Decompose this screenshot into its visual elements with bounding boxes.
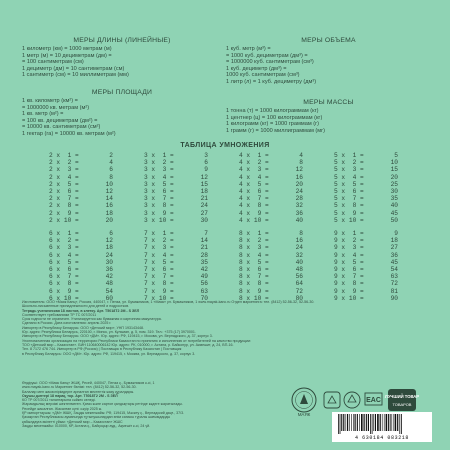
multiplication-row: 4 x 9 = 36 [239, 209, 303, 217]
multiplication-row: 4 x 10 = 40 [239, 216, 303, 224]
measure-line: 1 кв. километр (км²) = [22, 98, 78, 104]
multiplication-row: 3 x 1 = 3 [144, 152, 208, 160]
barcode-bar [370, 414, 371, 434]
multiplication-row: 5 x 10 = 50 [334, 216, 398, 224]
multiplication-row: 5 x 9 = 45 [334, 209, 398, 217]
measure-line: 1 килограмм (кг) = 1000 граммам (г) [226, 121, 319, 128]
multiplication-row: 7 x 6 = 42 [144, 266, 208, 274]
multiplication-column-7 [144, 230, 216, 302]
barcode-bar [399, 414, 400, 434]
manufacturer-info-ru [22, 300, 428, 356]
multiplication-row: 5 x 6 = 30 [334, 188, 398, 196]
multiplication-row: 6 x 7 = 42 [49, 273, 113, 281]
multiplication-row: 5 x 8 = 40 [334, 202, 398, 210]
multiplication-row: 2 x 1 = 2 [49, 152, 113, 160]
multiplication-row: 6 x 9 = 54 [49, 287, 113, 295]
multiplication-row: 6 x 10 = 60 [49, 294, 113, 302]
multiplication-row: 4 x 5 = 20 [239, 180, 303, 188]
barcode-bar [401, 414, 402, 434]
multiplication-row: 8 x 1 = 8 [239, 230, 303, 238]
barcode-bar [349, 414, 350, 431]
multiplication-row: 9 x 5 = 45 [334, 258, 398, 266]
multiplication-column-8 [239, 230, 311, 302]
recycle-icon [344, 392, 360, 408]
multiplication-row: 5 x 4 = 20 [334, 173, 398, 181]
multiplication-row: 6 x 6 = 36 [49, 266, 113, 274]
measure-line: 1 куб. метр (м³) = [226, 46, 271, 52]
multiplication-row: 5 x 1 = 5 [334, 152, 398, 160]
measure-line: = 10000 кв. сантиметрам (см²) [22, 124, 101, 131]
barcode-bar [377, 414, 379, 431]
barcode-bar [375, 414, 376, 431]
multiplication-row: 5 x 2 = 10 [334, 159, 398, 167]
fine-print-line: Юр. адрес: Республика Беларусь, 220100, г. Минск, ул. Кульман, д. 5, пом. 319. Тел.: +375 (17) 3970001. [22, 330, 196, 335]
barcode-bar [395, 414, 397, 431]
multiplication-row: 2 x 6 = 12 [49, 188, 113, 196]
multiplication-row: 5 x 3 = 15 [334, 166, 398, 174]
multiplication-row: 2 x 10 = 20 [49, 216, 113, 224]
fine-print-line: Срок годности не ограничен. Утилизируется как бумажная и картонная макулатура. [22, 317, 162, 322]
volume-measures-section [226, 37, 431, 86]
barcode-bar [382, 414, 383, 431]
barcode-bar [384, 414, 385, 431]
volume-measures-lines [226, 46, 431, 86]
barcode-bar [373, 414, 374, 431]
multiplication-row: 2 x 9 = 18 [49, 209, 113, 217]
barcode-bar [353, 414, 354, 431]
fine-print-line: Балалар мен жасөспірімдерге арналған мектептік жазу құралдары. [22, 389, 135, 394]
fine-print-line: Қазақстан Республикасы аумағында тұтынушылардан өнім сапасы туралы шағымдарды [22, 415, 171, 420]
multiplication-row: 4 x 7 = 28 [239, 195, 303, 203]
multiplication-row: 8 x 3 = 24 [239, 244, 303, 252]
measure-line: 1 дециметр (дм) = 10 сантиметрам (см) [22, 65, 125, 72]
multiplication-row: 8 x 2 = 16 [239, 237, 303, 245]
barcode-bar [397, 414, 398, 431]
area-measures-lines [22, 98, 222, 138]
best-product-label: ЛУЧШИЙ ТОВАР [384, 394, 420, 399]
multiplication-row: 9 x 10 = 90 [334, 294, 398, 302]
eac-mark-label: EAC [366, 397, 381, 404]
fine-print-line: Сделано в России. Дата изготовления: апрель 2025 г. [22, 321, 112, 326]
volume-measures-title: МЕРЫ ОБЪЕМА [301, 37, 356, 44]
multiplication-row: 3 x 4 = 12 [144, 173, 208, 181]
multiplication-row: 6 x 3 = 18 [49, 244, 113, 252]
mayak-logo-label: МАЯК [297, 412, 311, 417]
measure-line: 1 тонна (т) = 1000 килограммам (кг) [226, 108, 319, 114]
measure-line: = 100 кв. дециметрам (дм²) = [22, 117, 98, 124]
multiplication-row: 7 x 9 = 63 [144, 287, 208, 295]
measure-line: 1 куб. дециметр (дм³) = [226, 65, 287, 72]
measure-line: 1 метр (м) = 10 дециметрам (дм) = [22, 52, 112, 59]
multiplication-column-6 [49, 230, 121, 302]
multiplication-row: 7 x 10 = 70 [144, 294, 208, 302]
multiplication-row: 3 x 8 = 24 [144, 202, 208, 210]
fine-print-line: Изготовитель: ООО «Маяк Канц», Россия, 440047, г. Пенза, ул. Бумажников, 1 «Маяк» ул. Бумажников, 1 www.mayak-kanc.ru Отдел маркетинга: тел. (8412) 52-56-32, 52-56-30. [22, 300, 315, 304]
multiplication-row: 4 x 6 = 24 [239, 188, 303, 196]
measure-line: = 100 сантиметрам (см) [22, 59, 84, 66]
multiplication-column-5 [334, 152, 406, 224]
barcode-bar [372, 414, 373, 434]
multiplication-row: 8 x 5 = 40 [239, 258, 303, 266]
area-measures-title: МЕРЫ ПЛОЩАДИ [91, 89, 153, 96]
barcode-bar [361, 414, 363, 431]
fine-print-line: Импортер в Республику Беларусь: ООО «Детский мир», УНП 193143448. [22, 325, 144, 330]
multiplication-row: 8 x 10 = 80 [239, 294, 303, 302]
area-measures-section [22, 89, 222, 138]
barcode-bar [366, 414, 367, 431]
multiplication-row: 3 x 2 = 6 [144, 159, 208, 167]
fine-print-line: Импортер в Республику Беларусь: ООО «ДМ». Юр. адрес: РФ, 119415, г. Москва, ул. Вернадского, д. 37, корпус 3. [22, 334, 213, 339]
multiplication-column-9 [334, 230, 406, 302]
measure-line: 1 километр (км) = 1000 метрам (м) [22, 46, 112, 52]
multiplication-row: 8 x 7 = 56 [239, 273, 303, 281]
barcode-bar [359, 414, 360, 431]
barcode-bar [368, 414, 369, 431]
barcode-bar [347, 414, 348, 431]
measure-line: 1 кв. метр (м²) = [22, 111, 64, 118]
multiplication-column-3 [144, 152, 216, 224]
fine-print-line: Школьно-письменные принадлежности для детей и подростков. [22, 304, 130, 309]
multiplication-row: 5 x 7 = 35 [334, 195, 398, 203]
multiplication-column-2 [49, 152, 121, 224]
fine-print-line: Өндіруші: ООО «Маяк Канц» ЖШҚ, Ресей, 440047, Пенза қ., Бумажников к-сі, 1 [22, 381, 155, 385]
fine-print-line: қабылдауға өкілетті ұйым: «Детский мир – Казахстан» ЖШС [22, 419, 123, 424]
multiplication-table-title: ТАБЛИЦА УМНОЖЕНИЯ [180, 142, 270, 149]
multiplication-row: 3 x 3 = 9 [144, 166, 208, 174]
multiplication-row: 7 x 2 = 14 [144, 237, 208, 245]
multiplication-row: 5 x 5 = 25 [334, 180, 398, 188]
barcode-bar [340, 414, 341, 434]
measure-line: = 1000000 кв. метрам (м²) [22, 104, 90, 111]
fine-print-line: Оқушы дәптері 18 парақ, тор. Арт. Т5018Т2 2М - S ЗЕЛ [22, 393, 118, 398]
barcode-bar [338, 414, 339, 434]
mass-measures-section [226, 99, 431, 134]
mass-measures-lines [226, 108, 431, 134]
multiplication-row: 9 x 2 = 18 [334, 237, 398, 245]
barcode-bar [346, 414, 347, 431]
manufacturer-info-kz [22, 381, 290, 428]
measure-line: 1 гектар (га) = 10000 кв. метрам (м²) [22, 130, 116, 137]
fine-print-line: Заңды мекенжайы: 010000, КР, Астана қ., Байқоңыр ауд., Ақмешіт к-сі, 24 үй. [22, 423, 151, 428]
multiplication-row: 9 x 4 = 36 [334, 251, 398, 259]
length-measures-section [22, 37, 222, 79]
multiplication-row: 7 x 1 = 7 [144, 230, 208, 238]
barcode-bar [364, 414, 365, 431]
multiplication-row: 6 x 5 = 30 [49, 258, 113, 266]
product-barcode [332, 412, 432, 442]
multiplication-column-4 [239, 152, 311, 224]
multiplication-row: 8 x 4 = 32 [239, 251, 303, 259]
measure-line: 1 литр (л) = 1 куб. дециметру (дм³) [226, 78, 317, 85]
barcode-bar [343, 414, 344, 431]
mayak-logo [292, 388, 316, 417]
measure-line: 1 грамм (г) = 1000 миллиграммам (мг) [226, 127, 326, 134]
multiplication-row: 9 x 1 = 9 [334, 230, 398, 238]
multiplication-row: 9 x 7 = 63 [334, 273, 398, 281]
multiplication-row: 3 x 5 = 15 [144, 180, 208, 188]
multiplication-row: 6 x 2 = 12 [49, 237, 113, 245]
barcode-bar [390, 414, 391, 431]
multiplication-row: 2 x 8 = 16 [49, 202, 113, 210]
best-product-badge [385, 389, 419, 411]
multiplication-row: 6 x 1 = 6 [49, 230, 113, 238]
multiplication-row: 9 x 8 = 72 [334, 280, 398, 288]
barcode-bar [357, 414, 358, 431]
school-safety-icon [324, 392, 340, 408]
eac-mark [365, 393, 382, 405]
multiplication-row: 6 x 8 = 48 [49, 280, 113, 288]
barcode-bar [355, 414, 356, 431]
fine-print-line: Соответствует требованиям ТР ТС 007/2011 [22, 312, 97, 317]
fine-print-line: Уполномоченная организация на территории Республики Казахстан по принятию и исполнению от потребителей на качество продукции: [22, 338, 251, 343]
barcode-bar [351, 414, 352, 431]
measure-line: 1000 куб. сантиметрам (см³) [226, 72, 300, 79]
multiplication-row: 2 x 3 = 6 [49, 166, 113, 174]
fine-print-line: Тел. 8 7172 476 744. Импортер в РФ (Россия) | Поставщик в Республику Казахстан | Поставщик [22, 347, 182, 352]
multiplication-row: 4 x 8 = 32 [239, 202, 303, 210]
multiplication-row: 9 x 3 = 27 [334, 244, 398, 252]
barcode-bar [393, 414, 394, 431]
measure-line: 1 центнер (ц) = 100 килограммам (кг) [226, 114, 323, 121]
multiplication-row: 7 x 3 = 21 [144, 244, 208, 252]
fine-print-line: КО ТР 007/2011 талаптарына сәйкес келеді. [22, 398, 96, 403]
multiplication-row: 2 x 4 = 8 [49, 173, 113, 181]
mass-measures-title: МЕРЫ МАССЫ [303, 99, 354, 106]
multiplication-row: 3 x 6 = 18 [144, 188, 208, 196]
multiplication-row: 3 x 7 = 21 [144, 195, 208, 203]
multiplication-row: 7 x 7 = 49 [144, 273, 208, 281]
length-measures-title: МЕРЫ ДЛИНЫ (ЛИНЕЙНЫЕ) [73, 37, 171, 44]
multiplication-row: 4 x 2 = 8 [239, 159, 303, 167]
multiplication-row: 7 x 4 = 28 [144, 251, 208, 259]
barcode-bar [388, 414, 389, 431]
multiplication-row: 4 x 4 = 16 [239, 173, 303, 181]
barcode-bar [386, 414, 388, 431]
multiplication-row: 8 x 8 = 64 [239, 280, 303, 288]
fine-print-line: Жарамдылық мерзімі шектелмеген. Қағаз және картон қалдықтары ретінде кәдеге жаратылады. [22, 402, 183, 407]
multiplication-row: 3 x 9 = 27 [144, 209, 208, 217]
multiplication-row: 6 x 4 = 24 [49, 251, 113, 259]
measure-line: = 1000000 куб. сантиметрам (см³) [226, 59, 314, 66]
barcode-bar [341, 414, 342, 431]
multiplication-row: 7 x 8 = 56 [144, 280, 208, 288]
fine-print-line: в Республику Беларусь: ООО «ДМ». Юр. адрес: РФ, 119415, г. Москва, ул. Вернадского, д. 37, корпус 3. [22, 351, 196, 356]
multiplication-row: 2 x 2 = 4 [49, 159, 113, 167]
barcode-bar [380, 414, 381, 431]
multiplication-table [49, 152, 419, 302]
multiplication-row: 3 x 10 = 30 [144, 216, 208, 224]
multiplication-row: 8 x 6 = 48 [239, 266, 303, 274]
fine-print-line: ТОО «Детский мир – Казахстан». БИН 110640006142 Юр. адрес: РК, 010000, г. Астана, р. Байконур, ул. Акмешит, д. 24, ВП-16. [22, 342, 234, 347]
length-measures-lines [22, 46, 222, 79]
multiplication-row: 2 x 7 = 14 [49, 195, 113, 203]
fine-print-line: www.mayak-kanc.ru Маркетинг бөлімі: тел. (8412) 52-56-32, 52-56-30. [22, 385, 137, 390]
measure-line: 1 сантиметр (см) = 10 миллиметрам (мм) [22, 72, 129, 79]
best-product-sublabel: ТОВАРОВ [392, 402, 412, 407]
multiplication-row: 4 x 3 = 12 [239, 166, 303, 174]
multiplication-row: 4 x 1 = 4 [239, 152, 303, 160]
fine-print-line: Тетрадь ученическая 18 листов, в клетку. Арт. Т5018Т2 2М - S ЗЕЛ [22, 308, 140, 313]
barcode-bars [336, 414, 428, 434]
fine-print-line: Ресейде жасалған. Жасалған күні: сәуір 2025 ж. [22, 406, 103, 411]
fine-print-line: ҚР импорттаушы: «ДМ» ЖШҚ. Заңды мекенжайы: РФ, 119415, Мәскеу қ., Вернадский даңғ., 37/3. [22, 411, 185, 416]
measure-line: = 1000 куб. дециметрам (дм³) = [226, 52, 308, 59]
multiplication-row: 9 x 6 = 54 [334, 266, 398, 274]
multiplication-row: 9 x 9 = 81 [334, 287, 398, 295]
barcode-digits: 4 630184 083218 [354, 435, 409, 441]
multiplication-row: 2 x 5 = 10 [49, 180, 113, 188]
multiplication-row: 8 x 9 = 72 [239, 287, 303, 295]
multiplication-row: 7 x 5 = 35 [144, 258, 208, 266]
